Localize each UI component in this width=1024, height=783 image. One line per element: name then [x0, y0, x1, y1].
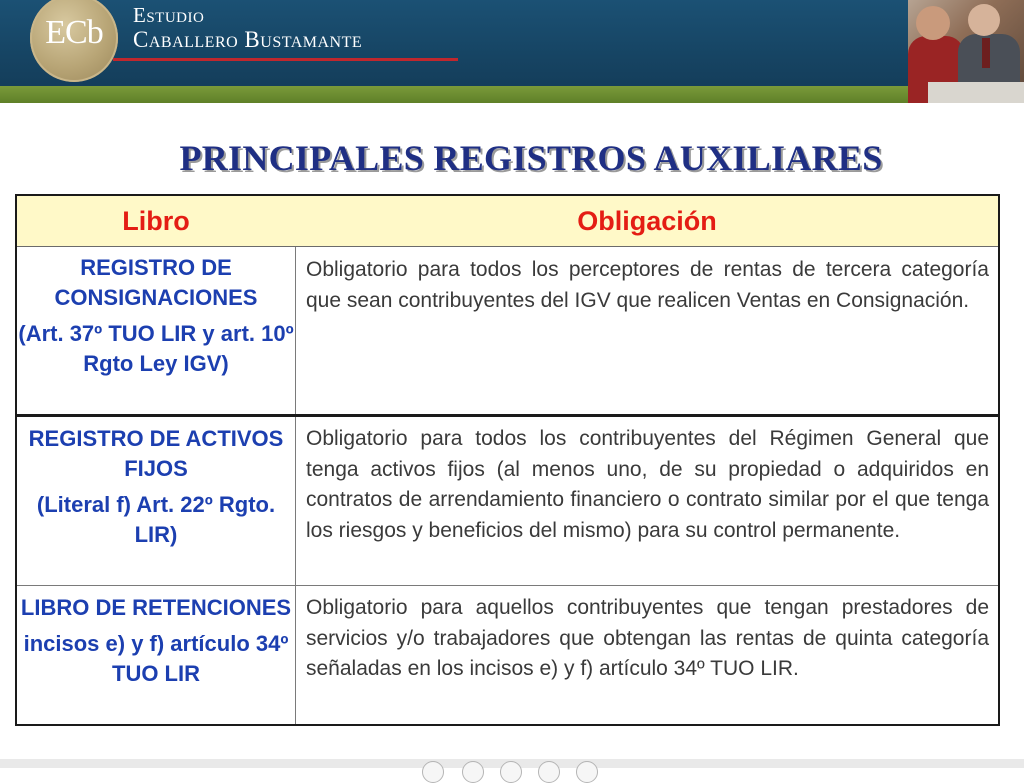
nav-next-button[interactable]	[538, 761, 560, 783]
nav-prev-button[interactable]	[462, 761, 484, 783]
obligacion-cell: Obligatorio para aquellos contribuyentes que tengan prestadores de servicios y/o trabajadores que obtengan las rentas de quinta categoría señaladas en los incisos e) y f) artículo 34º TUO LIR.	[306, 596, 989, 680]
libro-name: LIBRO DE RETENCIONES	[20, 595, 292, 620]
libro-name: REGISTRO DE ACTIVOS FIJOS	[28, 426, 284, 481]
table-row	[17, 420, 998, 586]
table-row	[17, 587, 998, 724]
logo-text: ECb	[45, 14, 103, 51]
slide-title: PRINCIPALES REGISTROS AUXILIARES	[179, 138, 883, 178]
libro-cell	[17, 253, 295, 379]
brand-line-estudio: Estudio	[133, 3, 205, 27]
table-row	[17, 247, 998, 417]
obligacion-cell: Obligatorio para todos los contribuyentes del Régimen General que tenga activos fijos (al menos uno, de su propiedad o adquiridos en contratos de arrendamiento financiero o contrato similar por el que tenga los riesgos y beneficios del mismo) para su control permanente.	[306, 427, 989, 542]
brand-underline	[113, 58, 458, 61]
libro-name: REGISTRO DE CONSIGNACIONES	[54, 255, 258, 310]
header-banner	[0, 0, 1024, 103]
libro-reference: (Art. 37º TUO LIR y art. 10º Rgto Ley IGV)	[18, 321, 294, 376]
header-obligacion: Obligación	[577, 206, 717, 236]
header-libro: Libro	[122, 206, 190, 236]
libro-cell	[17, 424, 295, 550]
registros-table	[15, 194, 1000, 726]
nav-first-button[interactable]	[422, 761, 444, 783]
brand-line-caballero-bustamante: Caballero Bustamante	[133, 27, 363, 52]
header-photo	[908, 0, 1024, 103]
libro-reference: (Literal f) Art. 22º Rgto. LIR)	[36, 492, 276, 547]
nav-home-button[interactable]	[500, 761, 522, 783]
nav-last-button[interactable]	[576, 761, 598, 783]
table-header-row	[17, 196, 998, 247]
header-green-bar	[0, 86, 1024, 103]
obligacion-cell: Obligatorio para todos los perceptores de rentas de tercera categoría que sean contribuyentes del IGV que realicen Ventas en Consignación.	[306, 258, 989, 312]
libro-reference: incisos e) y f) artículo 34º TUO LIR	[23, 631, 289, 686]
libro-cell	[17, 593, 295, 689]
